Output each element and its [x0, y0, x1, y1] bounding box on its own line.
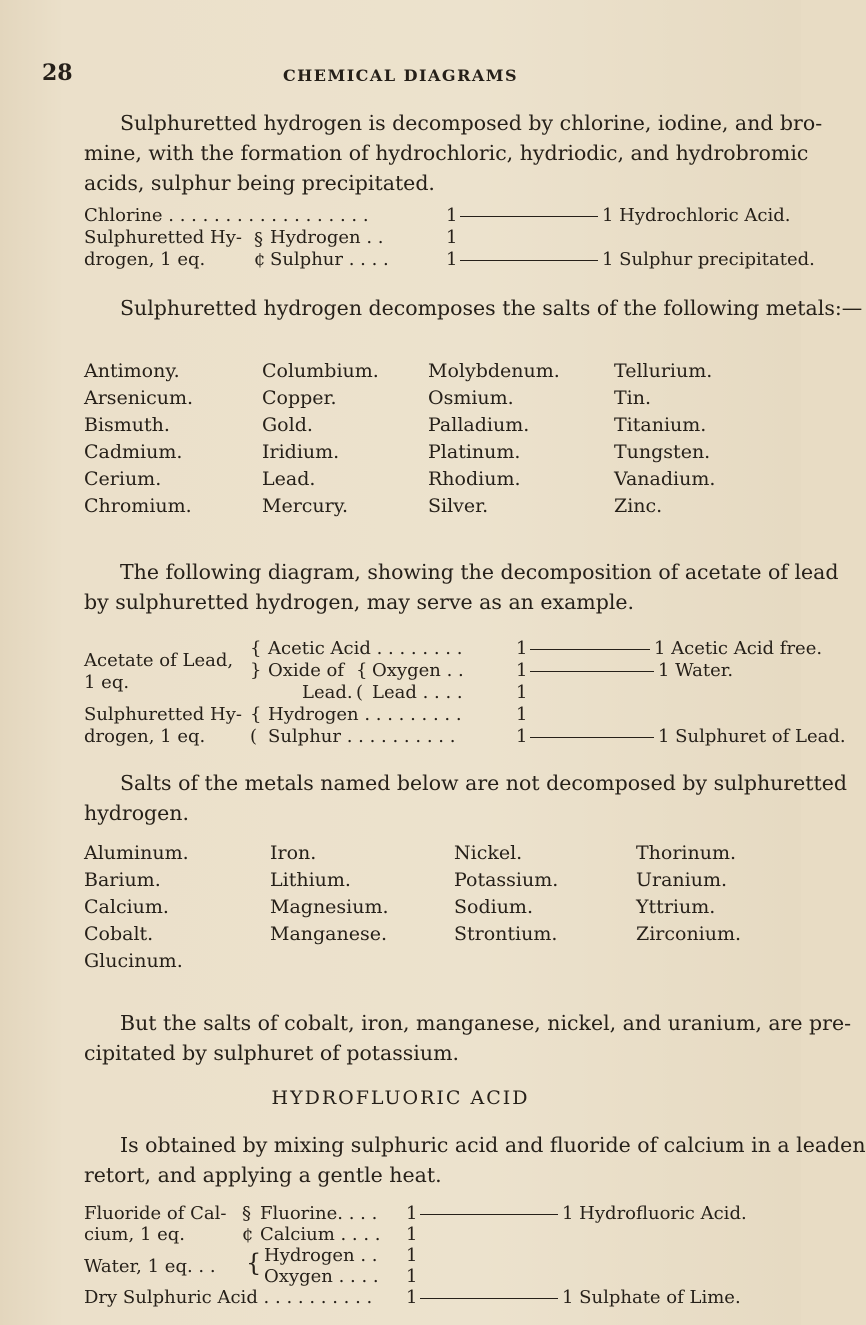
- text-line: retort, and applying a gentle heat.: [84, 1163, 442, 1187]
- text-line: But the salts of cobalt, iron, manganese, nickel, and uranium, are pre-: [120, 1011, 852, 1035]
- brace-icon: §: [242, 1203, 251, 1224]
- reagent-label: cium, 1 eq.: [84, 1224, 186, 1245]
- metals-column: [84, 358, 193, 520]
- diagram-intro-paragraph: [84, 557, 839, 617]
- reaction-line: [420, 1298, 558, 1299]
- metals-column: [636, 840, 741, 948]
- equivalent-number: 1: [446, 227, 458, 248]
- not-decomposed-intro: [84, 768, 848, 828]
- metal-name: Manganese.: [270, 923, 388, 945]
- metal-name: Osmium.: [428, 387, 514, 409]
- diagram-chlorine-sulphuretted-hydrogen: [84, 205, 815, 271]
- brace-icon: ¢: [242, 1224, 254, 1245]
- metals-column: [270, 840, 389, 948]
- product-label: 1 Sulphate of Lime.: [562, 1287, 741, 1308]
- metal-name: Silver.: [428, 495, 489, 517]
- text-line: The following diagram, showing the decomposition of acetate of lead: [120, 560, 839, 584]
- reagent-label: Sulphuretted Hy-: [84, 227, 242, 248]
- component-label: Oxygen . . . .: [264, 1266, 379, 1287]
- reaction-line: [530, 737, 654, 738]
- brace-icon: (: [250, 726, 258, 747]
- metal-name: Glucinum.: [84, 950, 183, 972]
- component-label: Oxide of: [268, 660, 345, 681]
- reagent-label: Water, 1 eq. . .: [84, 1256, 216, 1277]
- metal-name: Uranium.: [636, 869, 728, 891]
- metal-name: Mercury.: [262, 495, 348, 517]
- brace-icon: ¢: [254, 249, 266, 270]
- metals-intro: [120, 293, 863, 323]
- metal-name: Iridium.: [262, 441, 340, 463]
- diagram-hydrofluoric-acid: [84, 1203, 771, 1308]
- brace-icon: {: [250, 638, 262, 659]
- metal-name: Antimony.: [84, 360, 180, 382]
- metal-name: Chromium.: [84, 495, 192, 517]
- metal-name: Tungsten.: [614, 441, 711, 463]
- metal-name: Sodium.: [454, 896, 533, 918]
- product-label: 1 Sulphuret of Lead.: [658, 726, 846, 747]
- metal-name: Vanadium.: [614, 468, 716, 490]
- reagent-label: Fluoride of Cal-: [84, 1203, 227, 1224]
- brace-icon: §: [254, 229, 263, 250]
- metals-not-decomposed-table: [84, 840, 771, 980]
- running-head: CHEMICAL DIAGRAMS: [282, 66, 519, 85]
- equivalent-number: 1: [516, 682, 528, 703]
- metal-name: Iron.: [270, 842, 317, 864]
- metal-name: Titanium.: [614, 414, 707, 436]
- metal-name: Palladium.: [428, 414, 530, 436]
- component-label: Calcium . . . .: [260, 1224, 381, 1245]
- reagent-label: Dry Sulphuric Acid . . . . . . . . . .: [84, 1287, 373, 1308]
- metal-name: Cobalt.: [84, 923, 154, 945]
- reagent-label: Chlorine . . . . . . . . . . . . . . . . . .: [84, 205, 369, 226]
- reagent-label: drogen, 1 eq.: [84, 249, 206, 270]
- reaction-line: [420, 1214, 558, 1215]
- page-header: [42, 60, 759, 90]
- text-line: mine, with the formation of hydrochloric, hydriodic, and hydrobromic: [84, 141, 809, 165]
- metal-name: Aluminum.: [84, 842, 189, 864]
- metal-name: Calcium.: [84, 896, 169, 918]
- component-label: Hydrogen . .: [264, 1245, 378, 1266]
- cobalt-note-paragraph: [84, 1008, 852, 1068]
- reaction-line: [460, 216, 598, 217]
- metal-name: Gold.: [262, 414, 313, 436]
- metal-name: Columbium.: [262, 360, 379, 382]
- metals-column: [454, 840, 558, 948]
- brace-icon: }: [250, 660, 262, 681]
- metal-name: Magnesium.: [270, 896, 389, 918]
- metal-name: Tin.: [614, 387, 652, 409]
- page-number: 28: [42, 60, 73, 86]
- metal-name: Zirconium.: [636, 923, 742, 945]
- hydrofluoric-paragraph: [84, 1130, 866, 1190]
- metal-name: Lithium.: [270, 869, 351, 891]
- reaction-line: [530, 671, 654, 672]
- brace-icon: (: [356, 682, 364, 703]
- component-label: Oxygen . .: [372, 660, 464, 681]
- reagent-label: Acetate of Lead,: [84, 650, 234, 671]
- text-line: Sulphuretted hydrogen decomposes the salts of the following metals:—: [120, 296, 863, 320]
- product-label: 1 Acetic Acid free.: [654, 638, 823, 659]
- metal-name: Yttrium.: [636, 896, 716, 918]
- metals-column: [428, 358, 560, 520]
- metal-name: Nickel.: [454, 842, 523, 864]
- metal-name: Cerium.: [84, 468, 162, 490]
- component-label: Acetic Acid . . . . . . . .: [268, 638, 463, 659]
- metals-decomposed-table: [84, 358, 771, 528]
- equivalent-number: 1: [516, 660, 528, 681]
- component-label: Fluorine. . . .: [260, 1203, 378, 1224]
- reagent-label: 1 eq.: [84, 672, 130, 693]
- metal-name: Copper.: [262, 387, 337, 409]
- product-label: 1 Water.: [658, 660, 734, 681]
- text-line: Sulphuretted hydrogen is decomposed by chlorine, iodine, and bro-: [120, 111, 823, 135]
- text-line: by sulphuretted hydrogen, may serve as an example.: [84, 590, 635, 614]
- equivalent-number: 1: [406, 1266, 418, 1287]
- metal-name: Potassium.: [454, 869, 559, 891]
- component-label: Hydrogen . . . . . . . . .: [268, 704, 462, 725]
- metals-column: [262, 358, 379, 520]
- equivalent-number: 1: [406, 1245, 418, 1266]
- product-label: 1 Hydrofluoric Acid.: [562, 1203, 747, 1224]
- equivalent-number: 1: [406, 1203, 418, 1224]
- equivalent-number: 1: [406, 1287, 418, 1308]
- metal-name: Platinum.: [428, 441, 521, 463]
- metals-column: [84, 840, 189, 975]
- metal-name: Tellurium.: [614, 360, 713, 382]
- metals-column: [614, 358, 715, 520]
- section-title-hydrofluoric: HYDROFLUORIC ACID: [271, 1087, 530, 1109]
- product-label: 1 Hydrochloric Acid.: [602, 205, 791, 226]
- text-line: acids, sulphur being precipitated.: [84, 171, 435, 195]
- equivalent-number: 1: [516, 638, 528, 659]
- component-label: Sulphur . . . . . . . . . .: [268, 726, 456, 747]
- equivalent-number: 1: [446, 205, 458, 226]
- component-label: Lead.: [302, 682, 353, 703]
- diagram-acetate-of-lead: [84, 638, 846, 748]
- product-label: 1 Sulphur precipitated.: [602, 249, 815, 270]
- metal-name: Zinc.: [614, 495, 663, 517]
- brace-icon: {: [356, 660, 368, 681]
- intro-paragraph: [84, 108, 823, 198]
- equivalent-number: 1: [406, 1224, 418, 1245]
- metal-name: Arsenicum.: [84, 387, 194, 409]
- metal-name: Bismuth.: [84, 414, 170, 436]
- reagent-label: Sulphuretted Hy-: [84, 704, 242, 725]
- reaction-line: [530, 649, 650, 650]
- text-line: Is obtained by mixing sulphuric acid and fluoride of calcium in a leaden: [120, 1133, 866, 1157]
- metal-name: Barium.: [84, 869, 161, 891]
- text-line: Salts of the metals named below are not decomposed by sulphuretted: [120, 771, 848, 795]
- brace-icon: {: [250, 704, 262, 725]
- component-label: Hydrogen . .: [270, 227, 384, 248]
- text-line: cipitated by sulphuret of potassium.: [84, 1041, 460, 1065]
- metal-name: Cadmium.: [84, 441, 183, 463]
- reaction-line: [460, 260, 598, 261]
- component-label: Lead . . . .: [372, 682, 463, 703]
- metal-name: Lead.: [262, 468, 316, 490]
- metal-name: Rhodium.: [428, 468, 521, 490]
- text-line: hydrogen.: [84, 801, 190, 825]
- metal-name: Strontium.: [454, 923, 558, 945]
- reagent-label: drogen, 1 eq.: [84, 726, 206, 747]
- equivalent-number: 1: [446, 249, 458, 270]
- brace-icon: {: [246, 1249, 262, 1277]
- metal-name: Thorinum.: [636, 842, 737, 864]
- metal-name: Molybdenum.: [428, 360, 560, 382]
- equivalent-number: 1: [516, 704, 528, 725]
- component-label: Sulphur . . . .: [270, 249, 389, 270]
- equivalent-number: 1: [516, 726, 528, 747]
